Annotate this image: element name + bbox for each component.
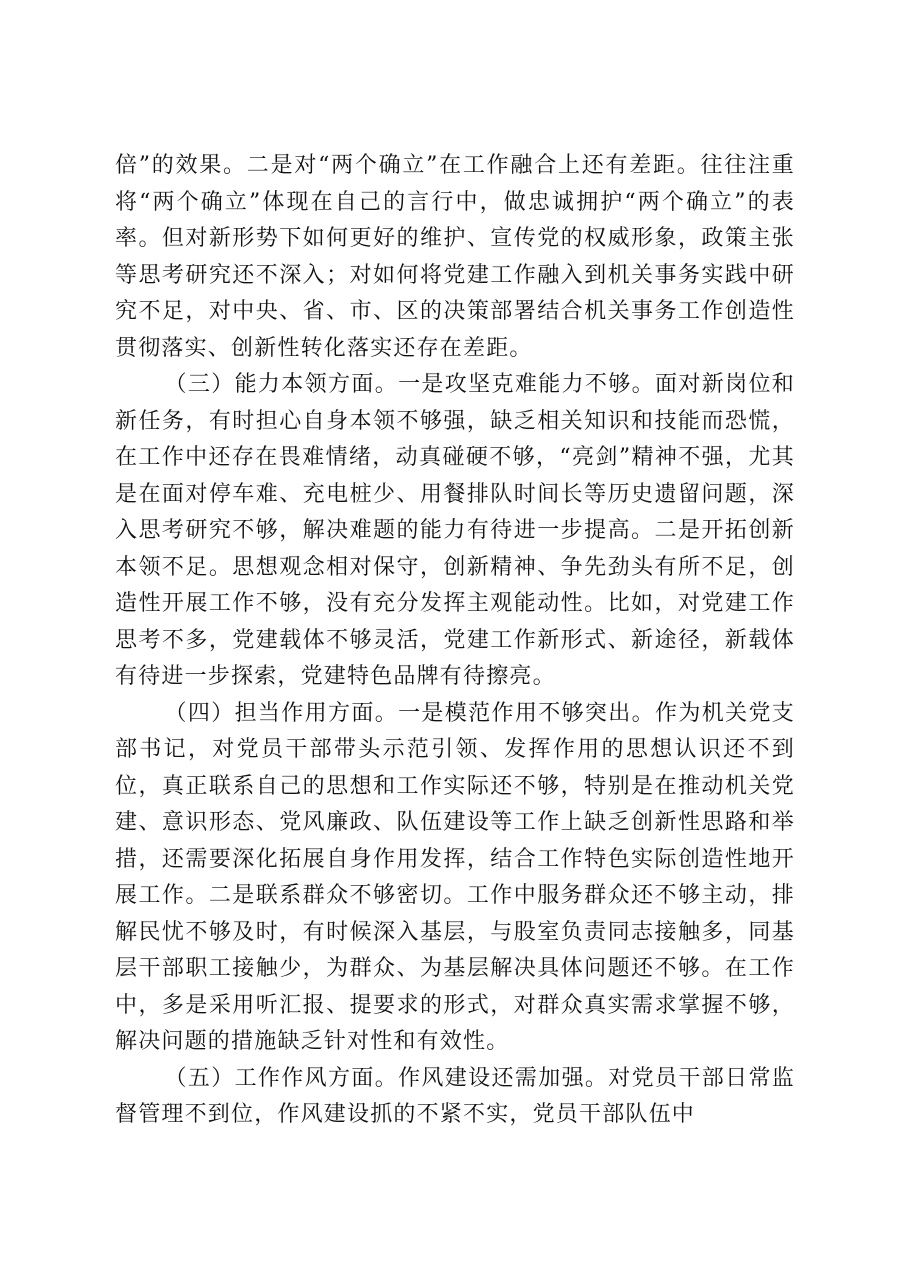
paragraph-continuation: 倍”的效果。二是对“两个确立”在工作融合上还有差距。往往注重将“两个确立”体现在自己的言行中，做忠诚拥护“两个确立”的表率。但对新形势下如何更好的维护、宣传党的权威形象，政策主张等思考研究还不深入；对如何将党建工作融入到机关事务实践中研究不足，对中央、省、市、区的决策部署结合机关事务工作创造性贯彻落实、创新性转化落实还存在差距。 xyxy=(115,153,795,361)
paragraph-work-style: （五）工作作风方面。作风建设还需加强。对党员干部日常监督管理不到位，作风建设抓的不紧不实，党员干部队伍中 xyxy=(115,1065,795,1127)
paragraph-responsibility: （四）担当作用方面。一是模范作用不够突出。作为机关党支部书记，对党员干部带头示范引领、发挥作用的思想认识还不到位，真正联系自己的思想和工作实际还不够，特别是在推动机关党建、意识形态、党风廉政、队伍建设等工作上缺乏创新性思路和举措，还需要深化拓展自身作用发挥，结合工作特色实际创造性地开展工作。二是联系群众不够密切。工作中服务群众还不够主动，排解民忧不够及时，有时候深入基层，与股室负责同志接触多，同基层干部职工接触少，为群众、为基层解决具体问题还不够。在工作中，多是采用听汇报、提要求的形式，对群众真实需求掌握不够，解决问题的措施缺乏针对性和有效性。 xyxy=(115,700,795,1054)
paragraph-ability: （三）能力本领方面。一是攻坚克难能力不够。面对新岗位和新任务，有时担心自身本领不够强，缺乏相关知识和技能而恐慌，在工作中还存在畏难情绪，动真碰硬不够，“亮剑”精神不强，尤其是在面对停车难、充电桩少、用餐排队时间长等历史遗留问题，深入思考研究不够，解决难题的能力有待进一步提高。二是开拓创新本领不足。思想观念相对保守，创新精神、争先劲头有所不足，创造性开展工作不够，没有充分发挥主观能动性。比如，对党建工作思考不多，党建载体不够灵活，党建工作新形式、新途径，新载体有待进一步探索，党建特色品牌有待擦亮。 xyxy=(115,372,795,689)
document-page xyxy=(115,148,795,1134)
